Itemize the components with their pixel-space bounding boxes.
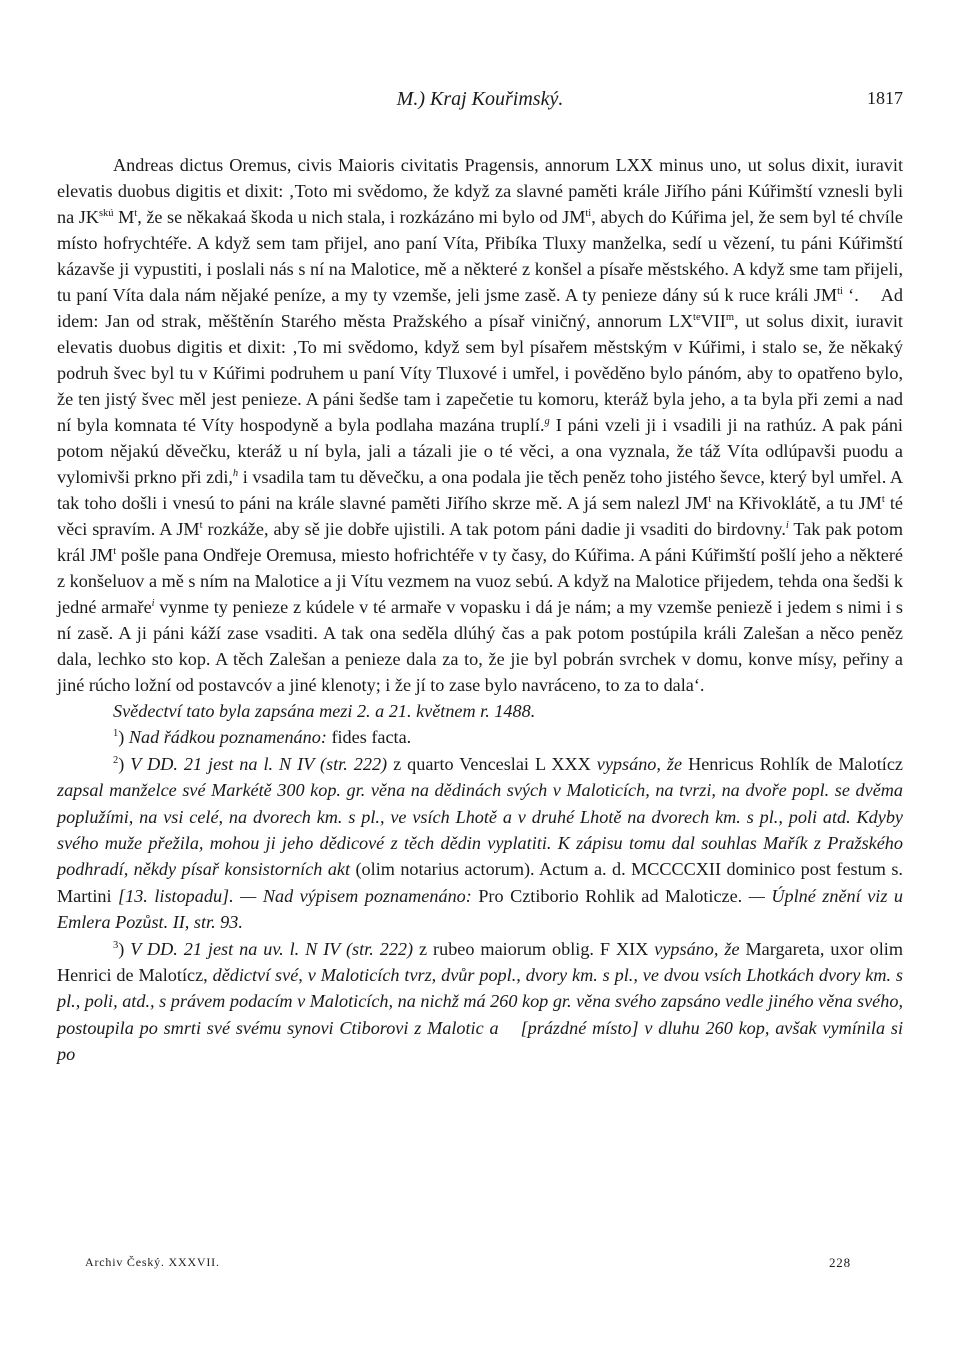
superscript: m	[725, 312, 735, 323]
testimony-paragraph	[57, 152, 903, 698]
text-run: i vsadila tam tu děvečku, a ona podala jie těch peněz toho jistého ševce, který byl umřel. A tak toho došli i vnesú to páni na krále slavné paměti Jiřího skrze mě. A já sem nalezl JM	[57, 467, 903, 513]
text-run: [13. listopadu]. — Nad výpisem poznamenáno:	[118, 885, 472, 906]
text-run: — Úplné znění viz u Emlera Pozůst. II, str. 93.	[57, 885, 903, 933]
footnote-marker: g	[544, 416, 550, 427]
text-run: té věci spravím. A JM	[57, 493, 903, 539]
text-run: Andreas dictus Oremus, civis Maioris civitatis Pragensis, annorum LXX minus uno, ut solus dixit, iuravit elevatis duobus digitis et dixit: ‚Toto mi svědomo, že když za slavné paměti krále Jiřího páni Kúřimští vznesli byli na JK	[57, 155, 903, 227]
text-run: Henricus Rohlík de Malotícz	[682, 753, 904, 774]
text-run: na Křivoklátě, a tu JM	[711, 493, 882, 513]
dating-note: Svědectví tato byla zapsána mezi 2. a 21. květnem r. 1488.	[113, 701, 536, 721]
footnote-2: $^2$) V DD. 21 jest na l. N IV (str. 222) z quarto Venceslai L XXX vypsáno, že Henricus Rohlík de Malotícz zapsal manželce své Markétě 300 kop. gr. věna na dědinách svých v Maloticích, na tvrzi, na dvoře popl. se dvěma poplužími, na vsi celé, na dvorech km. s pl., ve vsích Lhotě a v druhé Lhotě na dvorech km. s pl., poli atd. Kdyby svého muže přežila, mohou ji jeho dědicové z těch dědin vyplatiti. K zápisu tomu dal souhlas Mařík z Pražského podhradí, někdy písař konsistorních akt (olim notarius actorum). Actum a. d. MCCCCXII dominico post festum s. Martini [13. listopadu]. — Nad výpisem poznamenáno: Pro Cztiborio Rohlik ad Maloticze. — Úplné znění viz u Emlera Pozůst. II, str. 93.	[57, 753, 904, 933]
page-number: 1817	[867, 88, 903, 108]
footnote-3: $^3$) V DD. 21 jest na uv. l. N IV (str. 222) z rubeo maiorum oblig. F XIX vypsáno, že Margareta, uxor olim Henrici de Malotícz, dědictví své, v Maloticích tvrz, dvůr popl., dvory km. s pl., ve dvou vsích Lhotkách dvory km. s pl., poli, atd., s právem podacím v Maloticích, na nichž má 260 kop gr. věna svého zapsáno vedle jiného věna svého, postoupila po smrti své svému synovi Ctiborovi z Malotic a [prázdné místo] v dluhu 260 kop, avšak vymínila si po	[57, 938, 903, 1065]
text-run: V DD. 21 jest na uv. l. N IV (str. 222)	[130, 938, 414, 959]
text-run: M	[113, 207, 135, 227]
text-run: zapsal manželce své Markétě 300 kop. gr. věna na dědinách svých v Maloticích, na tvrzi, na dvoře popl. se dvěma poplužími, na vsi celé, na dvorech km. s pl., ve vsích Lhotě a v druhé Lhotě na dvorech km. s pl., poli atd. Kdyby svého muže přežila, mohou ji jeho dědicové z těch dědin vyplatiti. K zápisu tomu dal souhlas Mařík z Pražského podhradí, někdy písař konsistorních akt	[57, 780, 903, 880]
text-run: , ut solus dixit, iuravit elevatis duobus digitis et dixit: ‚To mi svědomo, když sem byl písařem městským v Kúřimi, i stalo se, že někaký podruh švec byl tu v Kúřimi podruhem u paní Víty Tluxové i umřel, i pověděno bylo pánóm, aby to opatřeno bylo, že ten jistý švec měl jest penieze. A páni šedše tam i zapečetie tu komoru, kteráž byla jeho, a ta byla při zemi a nad ní byla komnata té Víty hospodyně a byla podlaha mazána truplí.	[57, 311, 903, 435]
text-run: pošle pana Ondřeje Oremusa, miesto hofrichtéře v ty časy, do Kúřima. A páni Kúřimští pošlí jeho a některé z konšeluov a mě s ním na Malotice a ji Vítu vezmem na vuoz sebú. A když na Malotice přijedem, tehda ona šedši k jedné armaře	[57, 545, 903, 617]
text-run: fides facta.	[326, 727, 412, 748]
superscript: t	[199, 520, 203, 531]
text-run: V DD. 21 jest na l. N IV (str. 222)	[130, 753, 388, 774]
footnote-marker: i	[151, 598, 155, 609]
document-page	[57, 88, 903, 1288]
text-run: z quarto Venceslai L XXX	[387, 753, 597, 774]
running-title: M.) Kraj Kouřimský.	[396, 88, 564, 110]
text-run: vypsáno, že	[654, 938, 740, 959]
superscript: t	[881, 494, 885, 505]
footnote-marker: h	[232, 468, 239, 479]
superscript: skú	[98, 208, 114, 219]
superscript: ti	[585, 208, 592, 219]
footnote-1: $^1$) Nad řádkou poznamenáno: fides facta.	[113, 727, 412, 748]
sheet-number: 228	[829, 1255, 851, 1270]
text-run: dědictví své, v Maloticích tvrz, dvůr popl., dvory km. s pl., ve dvou vsích Lhotkách dvory km. s pl., poli, atd., s právem podacím v Maloticích, na nichž má 260 kop gr. věna svého zapsáno vedle jiného věna svého, postoupila po smrti své svému synovi Ctiborovi z Malotic a	[57, 965, 903, 1038]
text-run: vypsáno, že	[596, 753, 683, 774]
archive-signature: Archiv Český. XXXVII.	[85, 1255, 220, 1269]
text-run: Margareta, uxor olim Henrici de Malotícz,	[57, 938, 903, 986]
text-run: Nad řádkou poznamenáno:	[128, 727, 327, 748]
text-run: vynme ty penieze z kúdele v té armaře v vopasku i dá je nám; a my vzemše peniezě i jedem s nimi i s ní zasě. A ji páni káží zase vsaditi. A tak ona seděla dlúhý čas a pak potom postúpila králi Zalešan a něco peněz dala, lechko sto kop. A těch Zalešan a penieze dala za to, že jie byl pobrán svrchek v domu, konve mísy, peřiny a jiné rúcho ložní od postavcóv a jiné klenoty; i že jí to zase bylo navráceno, to za to dala‘.	[57, 597, 903, 695]
footnote-number: 1	[113, 728, 119, 740]
footnote-marker: i	[785, 520, 789, 531]
superscript: ti	[837, 286, 843, 297]
text-run: z rubeo maiorum oblig. F XIX	[413, 938, 655, 959]
text-run: , že se někakaá škoda u nich stala, i rozkázáno mi bylo od JM	[137, 207, 586, 227]
text-run: I páni vzeli ji i vsadili ji na rathúz. A pak páni potom nějakú děvečku, kteráž u ní byla, jali a tázali jie o té věci, a ona vyznala, že táž Víta odlúpavši puodu a vylomivši prkno při zdi,	[57, 415, 903, 487]
text-run: ‘.	[842, 285, 859, 305]
text-run: (olim notarius actorum). Actum a. d. MCCCCXII dominico post festum s. Martini	[57, 859, 903, 906]
superscript: t	[708, 494, 712, 505]
superscript: t	[113, 546, 117, 557]
text-run: rozkáže, aby sě jie dobře ujistili. A tak potom páni dadie ji vsaditi do birdovny.	[202, 519, 786, 539]
text-run: , abych do Kúřima jel, že sem byl té chvíle místo hofrychtéře. A když sem tam přijel, ano paní Víta, Přibíka Tluxy manželka, sedí u vězení, tu páni Kúřimští kázavše ji vypustiti, i poslali nás s ní na Malotice, mě a některé z konšel a písaře městského. A když sme tam přijeli, tu paní Víta dala nám nějaké peníze, a my ty vzemše, jeli jsme zasě. A ty penieze dány sú k ruce králi JM	[57, 207, 903, 305]
text-run: Ad idem: Jan od strak, měštěnín Starého města Pražského a písař viničný, annorum LX	[57, 285, 904, 331]
superscript: t	[134, 208, 138, 219]
text-run: VII	[700, 311, 726, 331]
page-header	[57, 88, 903, 118]
footnote-number: 2	[113, 754, 119, 766]
text-run: [prázdné místo] v dluhu 260 kop, avšak vymínila si po	[57, 1017, 903, 1065]
superscript: te	[693, 312, 701, 323]
footnote-number: 3	[113, 939, 119, 951]
text-run: Pro Cztiborio Rohlik ad Maloticze.	[471, 885, 749, 906]
text-run: Tak pak potom král JM	[57, 519, 903, 565]
